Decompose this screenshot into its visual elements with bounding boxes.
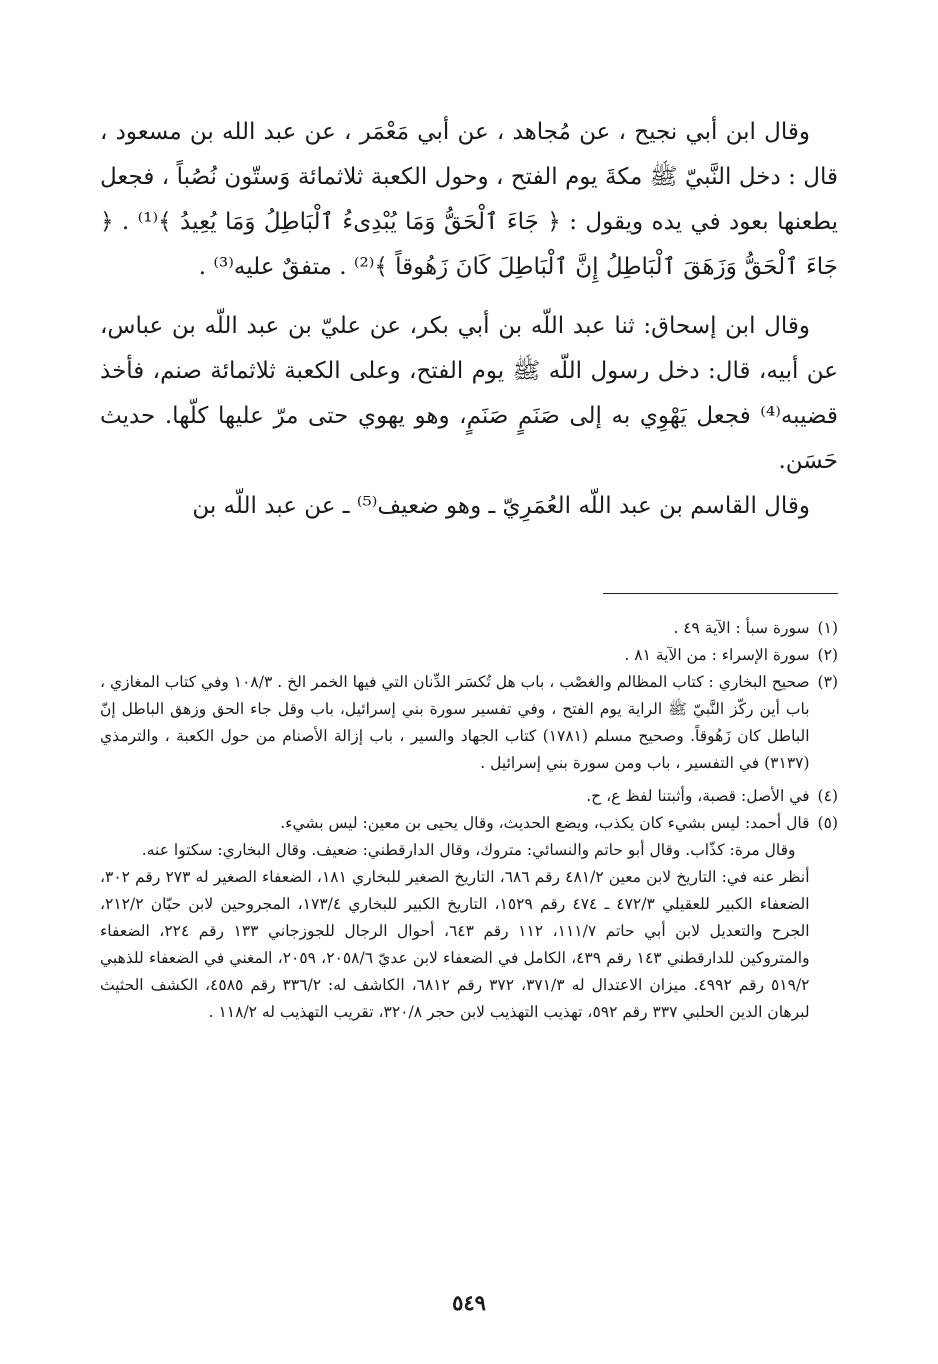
paragraph-1: وقال ابن أبي نجيح ، عن مُجاهد ، عن أبي مَعْمَر ، عن عبد الله بن مسعود ، قال : دخل النَّبيّ ﷺ مكةَ يوم الفتح ، وحول الكعبة ثلاثمائة وَستّون نُصُباً ، فجعل يطعنها بعود في يده ويقول : ﴿ جَاءَ ٱلْحَقُّ وَمَا يُبْدِىءُ ٱلْبَاطِلُ وَمَا يُعِيدُ ﴾⁽¹⁾ . ﴿ جَاءَ ٱلْحَقُّ وَزَهَقَ ٱلْبَاطِلُ إِنَّ ٱلْبَاطِلَ كَانَ زَهُوقاً ﴾⁽²⁾ . متفقٌ عليه⁽³⁾ . <box>100 119 838 280</box>
footnote-text: سورة الإسراء : من الآية ٨١ . <box>624 646 810 664</box>
footnotes <box>100 615 838 1026</box>
footnote-number: (٥) <box>817 814 838 832</box>
page-number: ٥٤٩ <box>452 1290 486 1315</box>
footnote-number: (٤) <box>817 787 838 805</box>
footnote-text: أنظر عنه في: التاريخ لابن معين ٤٨١/٢ رقم ٦٨٦، التاريخ الصغير للبخاري ١٨١، الضعفاء الصغير له ٢٧٣ رقم ٣٠٢، الضعفاء الكبير للعقيلي ٤٧٢/٣ ـ ٤٧٤ رقم ١٥٢٩، التاريخ الكبير للبخاري ١٧٣/٤، المجروحين لابن حبّان ٢١٢/٢، الجرح والتعديل لابن أبي حاتم ١١١/٧، ١١٢ رقم ٦٤٣، أحوال الرجال للجوزجاني ١٣٣ رقم ٢٢٤، الضعفاء والمتروكين للدارقطني ١٤٣ رقم ٤٣٩، الكامل في الضعفاء لابن عديّ ٢٠٥٨/٦، ٢٠٥٩، المغني في الضعفاء للذهبي ٥١٩/٢ رقم ٤٩٩٢. ميزان الاعتدال له ٣٧١/٣، ٣٧٢ رقم ٦٨١٢، الكاشف له: ٣٣٦/٢ رقم ٤٥٨٥، الكشف الحثيث لبرهان الدين الحلبي ٣٣٧ رقم ٥٩٢، تهذيب التهذيب لابن حجر ٣٢٠/٨، تقريب التهذيب له ١١٨/٢ . <box>100 868 810 1021</box>
footnote-5 <box>100 810 838 1026</box>
footnote-text: وقال مرة: كذّاب. وقال أبو حاتم والنسائي: متروك، وقال الدارقطني: ضعيف. وقال البخاري: سكتوا عنه. <box>141 841 796 859</box>
footnote-number: (٢) <box>817 646 838 664</box>
paragraph-2: وقال ابن إسحاق: ثنا عبد اللّه بن أبي بكر، عن عليّ بن عبد اللّه بن عباس، عن أبيه، قال: دخل رسول اللّه ﷺ يوم الفتح، وعلى الكعبة ثلاثمائة صنم، فأخذ قضيبه⁽⁴⁾ فجعل يَهْوِي به إلى صَنَمٍ صَنَمٍ، وهو يهوي حتى مرّ عليها كلّها. حديث حَسَن. <box>100 313 838 474</box>
footnote-divider <box>603 593 838 594</box>
footnote-text: في الأصل: قصبة، وأثبتنا لفظ ع، ح. <box>586 787 810 805</box>
footnote-text: صحيح البخاري : كتاب المظالم والغصْب ، باب هل تُكسَر الدِّنان التي فيها الخمر الخ . ١٠٨/٣ وفي كتاب المغازي ، باب أين ركّز النَّبيّ ﷺ الراية يوم الفتح ، وفي تفسير سورة بني إسرائيل، باب وقل جاء الحق وزهق الباطل إنّ الباطل كان زَهُوقاً. وصحيح مسلم (١٧٨١) كتاب الجهاد والسير ، باب إزالة الأصنام من حول الكعبة ، والترمذي (٣١٣٧) في التفسير ، باب ومن سورة بني إسرائيل . <box>100 673 810 772</box>
paragraph-3: وقال القاسم بن عبد اللّه العُمَرِيّ ـ وهو ضعيف⁽⁵⁾ ـ عن عبد اللّه بن <box>192 493 810 519</box>
footnote-number: (١) <box>817 619 838 637</box>
footnote-text: سورة سبأ : الآية ٤٩ . <box>673 619 810 637</box>
footnote-number: (٣) <box>817 673 838 691</box>
footnote-1 <box>100 615 838 642</box>
footnote-text: قال أحمد: ليس بشيء كان يكذب، ويضع الحديث، وقال يحيى بن معين: ليس بشيء. <box>280 814 810 832</box>
footnote-4 <box>100 783 838 810</box>
main-text <box>100 110 838 529</box>
footnote-3 <box>100 669 838 777</box>
footnote-2 <box>100 642 838 669</box>
